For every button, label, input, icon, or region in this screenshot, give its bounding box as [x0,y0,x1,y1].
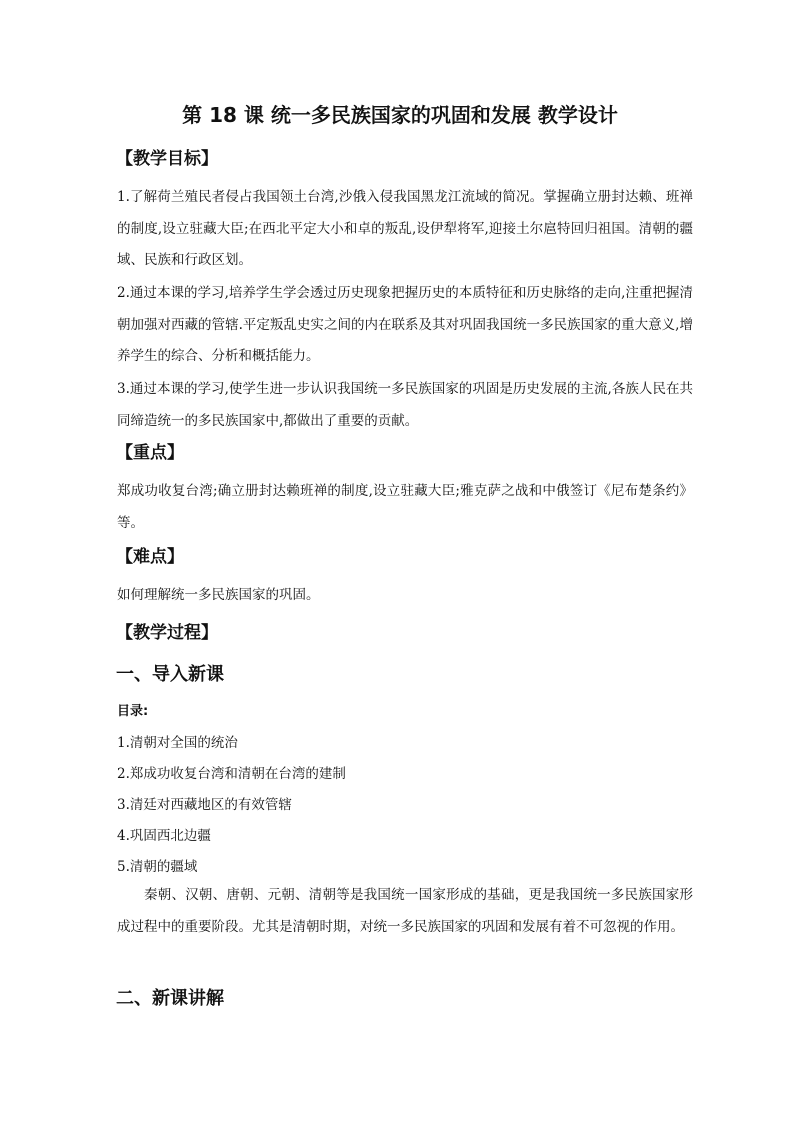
objectives-heading: 【教学目标】 [116,149,218,169]
toc-item: 1.清朝对全国的统治 [117,735,238,751]
part1-heading: 一、导入新课 [116,664,224,685]
objective-item-1: 1.了解荷兰殖民者侵占我国领土台湾,沙俄入侵我国黑龙江流域的简况。掌握确立册封达赖、班禅的制度,设立驻藏大臣;在西北平定大小和卓的叛乱,设伊犁将军,迎接土尔扈特回归祖国。清朝的疆域、民族和行政区划。 [117,189,693,268]
objective-item-2: 2.通过本课的学习,培养学生学会透过历史现象把握历史的本质特征和历史脉络的走向,注重把握清朝加强对西藏的管辖.平定叛乱史实之间的内在联系及其对巩固我国统一多民族国家的重大意义,增养学生的综合、分析和概括能力。 [117,285,693,364]
part2-heading: 二、新课讲解 [116,988,224,1009]
teaching-process-heading: 【教学过程】 [116,623,218,643]
toc-item: 4.巩固西北边疆 [117,828,211,844]
difficulties-text: 如何理解统一多民族国家的巩固。 [117,587,320,603]
key-points-text: 郑成功收复台湾;确立册封达赖班禅的制度,设立驻藏大臣;雅克萨之战和中俄签订《尼布楚条约》等。 [117,483,693,531]
key-points-heading: 【重点】 [116,443,184,463]
toc-item: 5.清朝的疆域 [117,859,198,875]
intro-paragraph: 秦朝、汉朝、唐朝、元朝、清朝等是我国统一国家形成的基础，更是我国统一多民族国家形成过程中的重要阶段。尤其是清朝时期，对统一多民族国家的巩固和发展有着不可忽视的作用。 [117,887,693,935]
toc-item: 3.清廷对西藏地区的有效管辖 [117,797,292,813]
document-title: 第 18 课 统一多民族国家的巩固和发展 教学设计 [182,103,618,127]
objective-item-3: 3.通过本课的学习,使学生进一步认识我国统一多民族国家的巩固是历史发展的主流,各族人民在共同缔造统一的多民族国家中,都做出了重要的贡献。 [117,381,693,429]
toc-item: 2.郑成功收复台湾和清朝在台湾的建制 [117,766,346,782]
difficulties-heading: 【难点】 [116,547,184,567]
toc-label: 目录: [117,704,149,719]
